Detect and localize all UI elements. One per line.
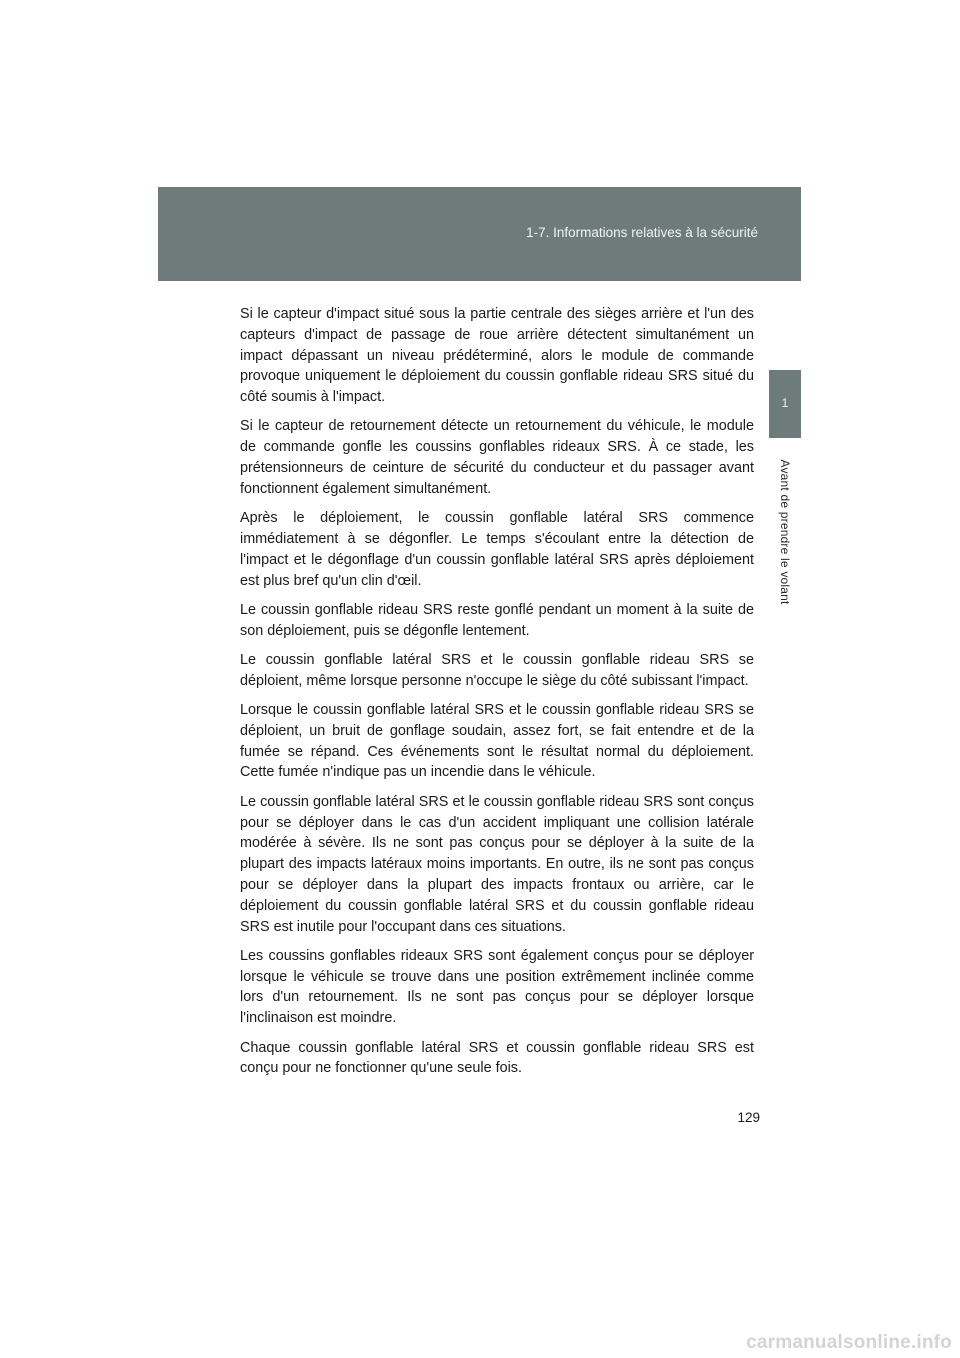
- paragraph: Après le déploiement, le coussin gonflable latéral SRS commence immédiatement à se dégonfler. Le temps s'écoulant entre la détection de l'impact et le dégonflage d'un coussin gonflable latéral SRS après déploiement est plus bref qu'un clin d'œil.: [240, 510, 754, 589]
- chapter-number: 1: [781, 396, 789, 410]
- paragraph: Si le capteur de retournement détecte un retournement du véhicule, le module de commande gonfle les coussins gonflables rideaux SRS. À ce stade, les prétensionneurs de ceinture de sécurité du conducteur et du passager avant fonctionnent également simultanément.: [240, 418, 754, 497]
- section-title: 1-7. Informations relatives à la sécurité: [526, 225, 758, 240]
- chapter-label: Avant de prendre le volant: [778, 459, 792, 605]
- paragraph: Chaque coussin gonflable latéral SRS et coussin gonflable rideau SRS est conçu pour ne fonctionner qu'une seule fois.: [240, 1039, 754, 1077]
- watermark: carmanualsonline.info: [746, 1332, 952, 1353]
- body-text: [240, 304, 754, 1088]
- paragraph: Les coussins gonflables rideaux SRS sont également conçus pour se déployer lorsque le véhicule se trouve dans une position extrêmement inclinée comme lors d'un retournement. Ils ne sont pas conçus pour se déployer lorsque l'inclinaison est moindre.: [240, 947, 754, 1027]
- paragraph: Si le capteur d'impact situé sous la partie centrale des sièges arrière et l'un des capteurs d'impact de passage de roue arrière détectent simultanément un impact dépassant un niveau prédéterminé, alors le module de commande provoque uniquement le déploiement du coussin gonflable rideau SRS situé du côté soumis à l'impact.: [240, 306, 754, 406]
- paragraph: Le coussin gonflable latéral SRS et le coussin gonflable rideau SRS se déploient, même lorsque personne n'occupe le siège du côté subissant l'impact.: [240, 651, 754, 689]
- page-number: 129: [737, 1110, 760, 1125]
- paragraph: Le coussin gonflable rideau SRS reste gonflé pendant un moment à la suite de son déploiement, puis se dégonfle lentement.: [240, 601, 754, 639]
- paragraph: Le coussin gonflable latéral SRS et le coussin gonflable rideau SRS sont conçus pour se déployer dans le cas d'un accident impliquant une collision latérale modérée à sévère. Ils ne sont pas conçus pour se déployer à la suite de la plupart des impacts latéraux moins importants. En outre, ils ne sont pas conçus pour se déployer dans la plupart des impacts frontaux ou arrière, car le déploiement du coussin gonflable latéral SRS et du coussin gonflable rideau SRS est inutile pour l'occupant dans ces situations.: [240, 793, 754, 935]
- section-header-band: [158, 187, 801, 281]
- chapter-tab: [769, 370, 801, 438]
- paragraph: Lorsque le coussin gonflable latéral SRS et le coussin gonflable rideau SRS se déploient, un bruit de gonflage soudain, assez fort, se fait entendre et de la fumée se répand. Ces événements sont le résultat normal du déploiement. Cette fumée n'indique pas un incendie dans le véhicule.: [240, 702, 754, 781]
